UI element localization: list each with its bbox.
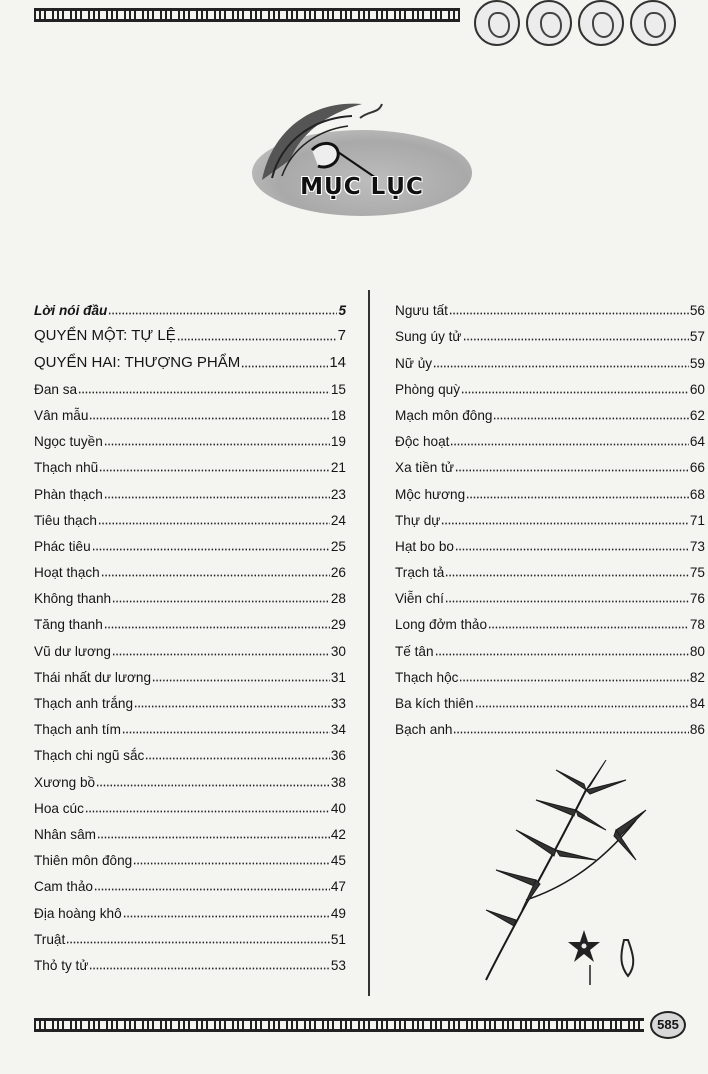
page-number-badge: 585 (650, 1011, 686, 1039)
dot-leader (455, 539, 689, 551)
toc-entry (34, 606, 346, 632)
toc-entry-title: Thự dự (395, 512, 441, 528)
dot-leader (133, 853, 330, 865)
anatomy-medallion-icon (578, 0, 624, 46)
toc-entry (395, 711, 705, 737)
toc-entry (395, 318, 705, 344)
toc-entry-page: 19 (330, 434, 346, 450)
toc-entry-title: Xương bồ (34, 774, 96, 790)
toc-entry-title: Ngưu tất (395, 303, 448, 319)
toc-entry (395, 685, 705, 711)
toc-entry (34, 842, 346, 868)
dot-leader (123, 906, 330, 918)
toc-entry-title: Bạch anh (395, 722, 453, 738)
toc-entry (34, 659, 346, 685)
toc-entry-title: Thỏ ty tử (34, 957, 89, 973)
toc-entry (34, 318, 346, 344)
toc-entry (34, 344, 346, 370)
dot-leader (112, 591, 330, 603)
toc-entry (34, 292, 346, 318)
toc-entry-title: Mộc hương (395, 486, 466, 502)
toc-entry-page: 49 (330, 905, 346, 921)
dot-leader (488, 617, 689, 629)
dot-leader (453, 722, 688, 734)
dot-leader (96, 775, 330, 787)
dot-leader (475, 696, 689, 708)
column-divider (368, 290, 370, 996)
toc-entry (395, 292, 705, 318)
toc-entry-title: Cam thảo (34, 879, 93, 895)
toc-entry (34, 685, 346, 711)
dot-leader (134, 696, 330, 708)
toc-entry-page: 68 (689, 486, 705, 502)
toc-entry-page: 15 (330, 381, 346, 397)
dot-leader (89, 408, 329, 420)
toc-entry-title: Thiên môn đông (34, 853, 133, 869)
toc-entry (34, 371, 346, 397)
dot-leader (104, 434, 330, 446)
dot-leader (104, 617, 330, 629)
toc-entry (395, 606, 705, 632)
dot-leader (433, 356, 689, 368)
toc-entry (34, 711, 346, 737)
dot-leader (466, 487, 689, 499)
dot-leader (459, 670, 688, 682)
toc-entry-title: Phòng quỳ (395, 381, 461, 397)
toc-entry-page: 26 (330, 565, 346, 581)
toc-entry-title: Thạch chi ngũ sắc (34, 748, 145, 764)
toc-entry-page: 71 (689, 512, 705, 528)
toc-entry (395, 397, 705, 423)
toc-entry-page: 62 (689, 407, 705, 423)
dot-leader (450, 434, 688, 446)
toc-entry-page: 7 (337, 327, 346, 345)
dot-leader (94, 879, 330, 891)
toc-entry (34, 763, 346, 789)
toc-entry-title: Thạch hộc (395, 669, 459, 685)
toc-entry (34, 528, 346, 554)
toc-entry (395, 502, 705, 528)
dot-leader (152, 670, 330, 682)
toc-entry-page: 78 (689, 617, 705, 633)
toc-entry (395, 554, 705, 580)
toc-entry (395, 371, 705, 397)
dot-leader (145, 748, 330, 760)
dot-leader (108, 303, 337, 315)
toc-entry-page: 47 (330, 879, 346, 895)
toc-entry (395, 632, 705, 658)
toc-entry-title: Hoạt thạch (34, 565, 100, 581)
top-ornament-border (34, 8, 460, 22)
toc-entry-title: Nữ ủy (395, 355, 433, 371)
toc-entry (34, 790, 346, 816)
toc-entry-title: Hoa cúc (34, 800, 84, 816)
medallion-strip (474, 0, 676, 46)
toc-entry-page: 33 (330, 696, 346, 711)
toc-entry-title: Phác tiêu (34, 538, 91, 554)
toc-entry-title: Truật (34, 931, 66, 947)
toc-entry-title: Vân mẫu (34, 407, 89, 423)
dot-leader (445, 565, 689, 577)
toc-right-column (395, 292, 705, 737)
toc-entry-page: 23 (330, 486, 346, 502)
anatomy-medallion-icon (630, 0, 676, 46)
toc-entry-title: Tiêu thạch (34, 512, 97, 528)
toc-entry-page: 86 (689, 722, 705, 738)
toc-entry (34, 868, 346, 894)
toc-entry-page: 5 (338, 303, 346, 319)
toc-entry-title: Thạch anh tím (34, 722, 121, 738)
toc-entry-page: 18 (330, 407, 346, 423)
dot-leader (445, 591, 689, 603)
toc-entry-title: Long đởm thảo (395, 617, 488, 633)
toc-entry-page: 21 (330, 460, 346, 476)
toc-entry-page: 57 (689, 329, 705, 345)
toc-entry-page: 40 (330, 800, 346, 816)
dot-leader (66, 932, 330, 944)
dot-leader (104, 487, 330, 499)
toc-entry (34, 449, 346, 475)
toc-entry-title: QUYỂN HAI: THƯỢNG PHẨM (34, 353, 241, 371)
toc-entry-page: 29 (330, 617, 346, 633)
dot-leader (98, 513, 330, 525)
heading-artwork (252, 90, 472, 222)
toc-entry-page: 59 (689, 355, 705, 371)
toc-entry-page: 76 (689, 591, 705, 607)
toc-entry-page: 51 (330, 931, 346, 947)
toc-entry (395, 528, 705, 554)
toc-entry-page: 36 (330, 748, 346, 764)
dot-leader (78, 382, 330, 394)
toc-entry-title: Trạch tả (395, 565, 445, 581)
toc-entry (34, 894, 346, 920)
toc-entry (34, 947, 346, 973)
dot-leader (449, 303, 689, 315)
herb-illustration-icon (456, 760, 656, 990)
toc-entry-title: Đan sa (34, 381, 78, 397)
toc-entry-title: Hạt bo bo (395, 538, 454, 554)
toc-entry-title: Lời nói đầu (34, 303, 108, 319)
bottom-ornament-border (34, 1018, 644, 1032)
toc-entry-page: 14 (329, 353, 346, 371)
dot-leader (435, 644, 689, 656)
anatomy-medallion-icon (526, 0, 572, 46)
toc-entry (34, 397, 346, 423)
toc-entry-page: 75 (689, 565, 705, 581)
toc-entry (34, 921, 346, 947)
toc-entry-title: Thạch nhũ (34, 460, 99, 476)
toc-entry (34, 580, 346, 606)
dot-leader (441, 513, 688, 525)
toc-entry (395, 423, 705, 449)
toc-entry-page: 45 (330, 853, 346, 869)
toc-entry-page: 38 (330, 774, 346, 790)
toc-entry-title: Tăng thanh (34, 617, 103, 633)
dot-leader (101, 565, 330, 577)
toc-entry-title: Thạch anh trắng (34, 696, 133, 711)
toc-entry (395, 475, 705, 501)
toc-entry (34, 423, 346, 449)
toc-entry (395, 580, 705, 606)
toc-entry-page: 73 (689, 538, 705, 554)
toc-entry-page: 34 (330, 722, 346, 738)
toc-entry-page: 42 (330, 826, 346, 842)
dot-leader (92, 539, 330, 551)
toc-entry-title: Sung úy tử (395, 329, 462, 345)
dot-leader (241, 356, 328, 368)
dot-leader (461, 382, 689, 394)
toc-entry-title: Ba kích thiên (395, 696, 474, 711)
toc-entry (34, 502, 346, 528)
toc-entry-page: 28 (330, 591, 346, 607)
dot-leader (85, 801, 330, 813)
dot-leader (455, 460, 689, 472)
toc-entry (395, 449, 705, 475)
toc-entry-title: Không thanh (34, 591, 112, 607)
toc-entry (34, 475, 346, 501)
toc-entry-title: Viễn chí (395, 591, 444, 607)
toc-left-column (34, 292, 346, 973)
toc-entry-page: 82 (689, 669, 705, 685)
toc-entry-page: 24 (330, 512, 346, 528)
toc-entry-page: 31 (330, 669, 346, 685)
toc-entry-title: Tế tân (395, 643, 434, 659)
toc-entry-page: 64 (689, 434, 705, 450)
dot-leader (463, 329, 689, 341)
toc-entry-title: Độc hoạt (395, 434, 450, 450)
dot-leader (177, 329, 337, 341)
toc-entry-title: Thái nhất dư lương (34, 669, 152, 685)
toc-entry-page: 53 (330, 957, 346, 973)
dot-leader (112, 644, 330, 656)
dot-leader (122, 722, 330, 734)
toc-entry-title: Mạch môn đông (395, 407, 493, 423)
toc-entry-title: Địa hoàng khô (34, 905, 122, 921)
toc-entry-page: 60 (689, 381, 705, 397)
toc-entry (34, 632, 346, 658)
toc-entry-page: 84 (689, 696, 705, 711)
anatomy-medallion-icon (474, 0, 520, 46)
toc-entry-page: 80 (689, 643, 705, 659)
page-title: MỤC LỤC (300, 174, 424, 200)
toc-entry (34, 554, 346, 580)
toc-entry-page: 66 (689, 460, 705, 476)
toc-entry-title: Phàn thạch (34, 486, 103, 502)
toc-entry-title: Xa tiền tử (395, 460, 454, 476)
toc-entry-title: Nhân sâm (34, 826, 96, 842)
toc-entry-title: Vũ dư lương (34, 643, 111, 659)
toc-entry-page: 56 (689, 303, 705, 319)
toc-entry (395, 344, 705, 370)
toc-entry-page: 25 (330, 538, 346, 554)
dot-leader (493, 408, 688, 420)
toc-entry (34, 816, 346, 842)
toc-entry-page: 30 (330, 643, 346, 659)
dot-leader (97, 827, 330, 839)
dot-leader (89, 958, 329, 970)
toc-entry-title: Ngọc tuyền (34, 434, 103, 450)
toc-entry (34, 737, 346, 763)
toc-entry-title: QUYỂN MỘT: TỰ LỆ (34, 327, 176, 345)
dot-leader (99, 460, 330, 472)
toc-entry (395, 659, 705, 685)
